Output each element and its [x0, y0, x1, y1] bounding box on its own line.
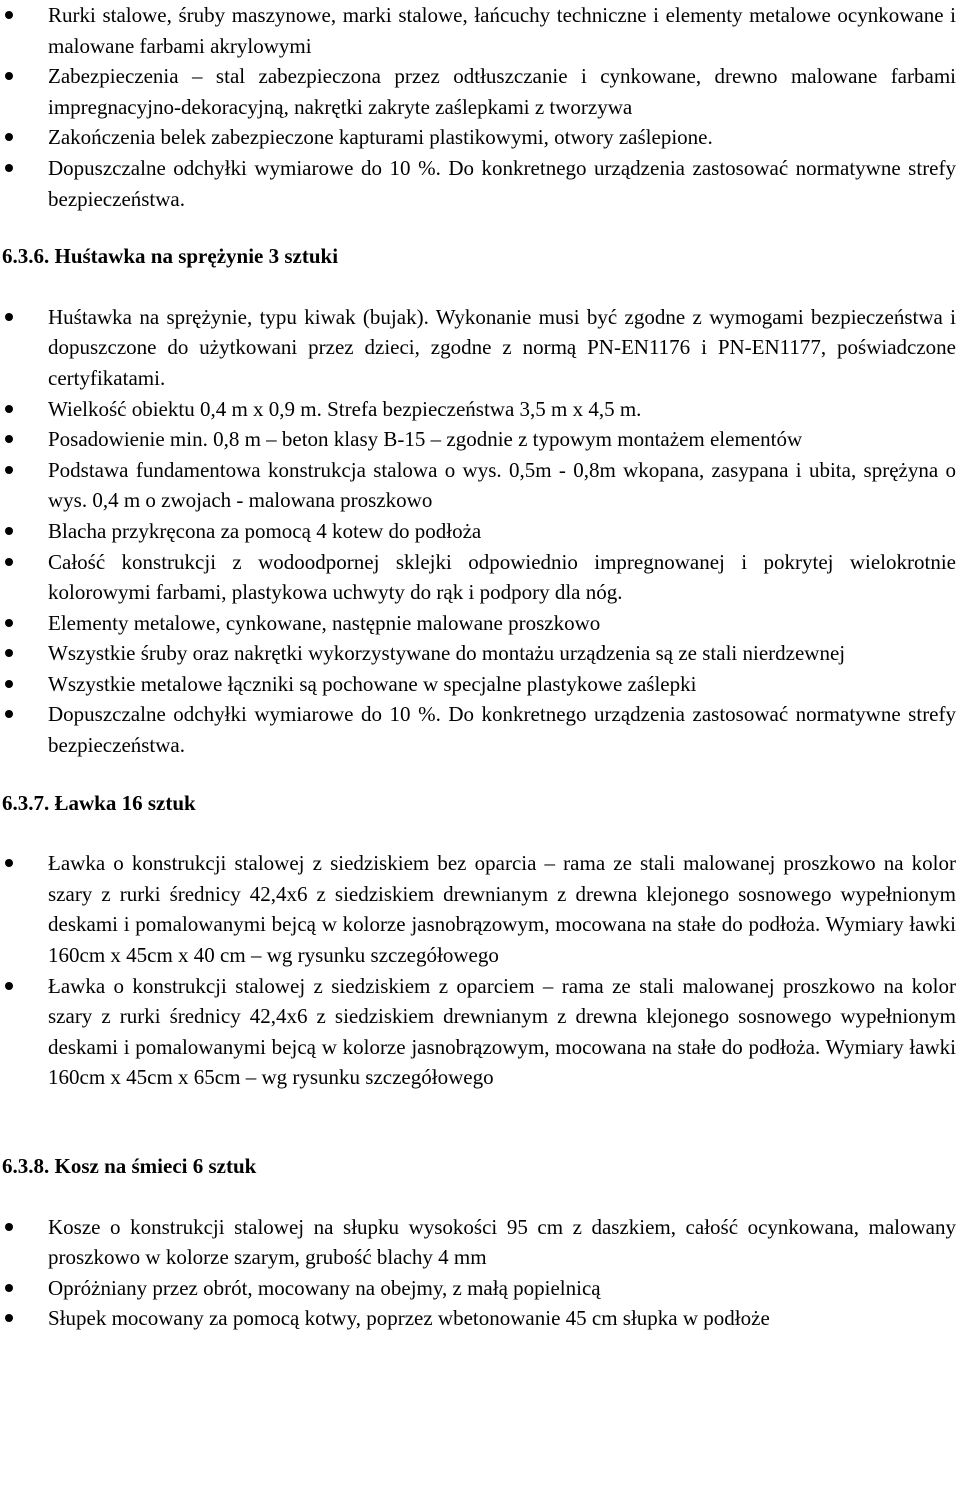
list-item: Wszystkie metalowe łączniki są pochowane w specjalne plastykowe zaślepki [0, 669, 960, 700]
section-heading-bin: 6.3.8. Kosz na śmieci 6 sztuk [2, 1154, 257, 1178]
list-item: Ławka o konstrukcji stalowej z siedziskiem bez oparcia – rama ze stali malowanej proszkowo na kolor szary z rurki średnicy 42,4x6 z siedziskiem drewnianym z drewna klejonego sosnowego wypełnionym deskami i pomalowanymi bejcą w kolorze jasnobrązowym, mocowana na stałe do podłoża. Wymiary ławki 160cm x 45cm x 40 cm – wg rysunku szczegółowego [0, 848, 960, 970]
list-item: Słupek mocowany za pomocą kotwy, poprzez wbetonowanie 45 cm słupka w podłoże [0, 1303, 960, 1334]
list-item: Posadowienie min. 0,8 m – beton klasy B-15 – zgodnie z typowym montażem elementów [0, 424, 960, 455]
list-item: Dopuszczalne odchyłki wymiarowe do 10 %. Do konkretnego urządzenia zastosować normatywne strefy bezpieczeństwa. [0, 153, 960, 214]
list-item: Wielkość obiektu 0,4 m x 0,9 m. Strefa bezpieczeństwa 3,5 m x 4,5 m. [0, 394, 960, 425]
list-item: Kosze o konstrukcji stalowej na słupku wysokości 95 cm z daszkiem, całość ocynkowana, malowany proszkowo w kolorze szarym, grubość blachy 4 mm [0, 1212, 960, 1273]
bullet-list-swing [0, 302, 960, 761]
list-item: Wszystkie śruby oraz nakrętki wykorzystywane do montażu urządzenia są ze stali nierdzewnej [0, 638, 960, 669]
bullet-list-materials [0, 0, 960, 214]
section-heading-swing: 6.3.6. Huśtawka na sprężynie 3 sztuki [2, 244, 339, 269]
list-item: Podstawa fundamentowa konstrukcja stalowa o wys. 0,5m - 0,8m wkopana, zasypana i ubita, sprężyna o wys. 0,4 m o zwojach - malowana proszkowo [0, 455, 960, 516]
list-item: Zabezpieczenia – stal zabezpieczona przez odtłuszczanie i cynkowane, drewno malowane farbami impregnacyjno-dekoracyjną, nakrętki zakryte zaślepkami z tworzywa [0, 61, 960, 122]
list-item: Blacha przykręcona za pomocą 4 kotew do podłoża [0, 516, 960, 547]
list-item: Elementy metalowe, cynkowane, następnie malowane proszkowo [0, 608, 960, 639]
list-item: Dopuszczalne odchyłki wymiarowe do 10 %. Do konkretnego urządzenia zastosować normatywne strefy bezpieczeństwa. [0, 699, 960, 760]
section-heading-bench: 6.3.7. Ławka 16 sztuk [2, 790, 196, 815]
list-item: Huśtawka na sprężynie, typu kiwak (bujak). Wykonanie musi być zgodne z wymogami bezpieczeństwa i dopuszczone do użytkowani przez dzieci, zgodne z normą PN-EN1176 i PN-EN1177, poświadczone certyfikatami. [0, 302, 960, 394]
bullet-list-bench [0, 848, 960, 1093]
list-item: Rurki stalowe, śruby maszynowe, marki stalowe, łańcuchy techniczne i elementy metalowe ocynkowane i malowane farbami akrylowymi [0, 0, 960, 61]
list-item: Ławka o konstrukcji stalowej z siedziskiem z oparciem – rama ze stali malowanej proszkowo na kolor szary z rurki średnicy 42,4x6 z siedziskiem drewnianym z drewna klejonego sosnowego wypełnionym deskami i pomalowanymi bejcą w kolorze jasnobrązowym, mocowana na stałe do podłoża. Wymiary ławki 160cm x 45cm x 65cm – wg rysunku szczegółowego [0, 971, 960, 1093]
list-item: Zakończenia belek zabezpieczone kapturami plastikowymi, otwory zaślepione. [0, 122, 960, 153]
list-item: Całość konstrukcji z wodoodpornej sklejki odpowiednio impregnowanej i pokrytej wielokrotnie kolorowymi farbami, plastykowa uchwyty do rąk i podpory dla nóg. [0, 547, 960, 608]
bullet-list-bin [0, 1212, 960, 1334]
list-item: Opróżniany przez obrót, mocowany na obejmy, z małą popielnicą [0, 1273, 960, 1304]
